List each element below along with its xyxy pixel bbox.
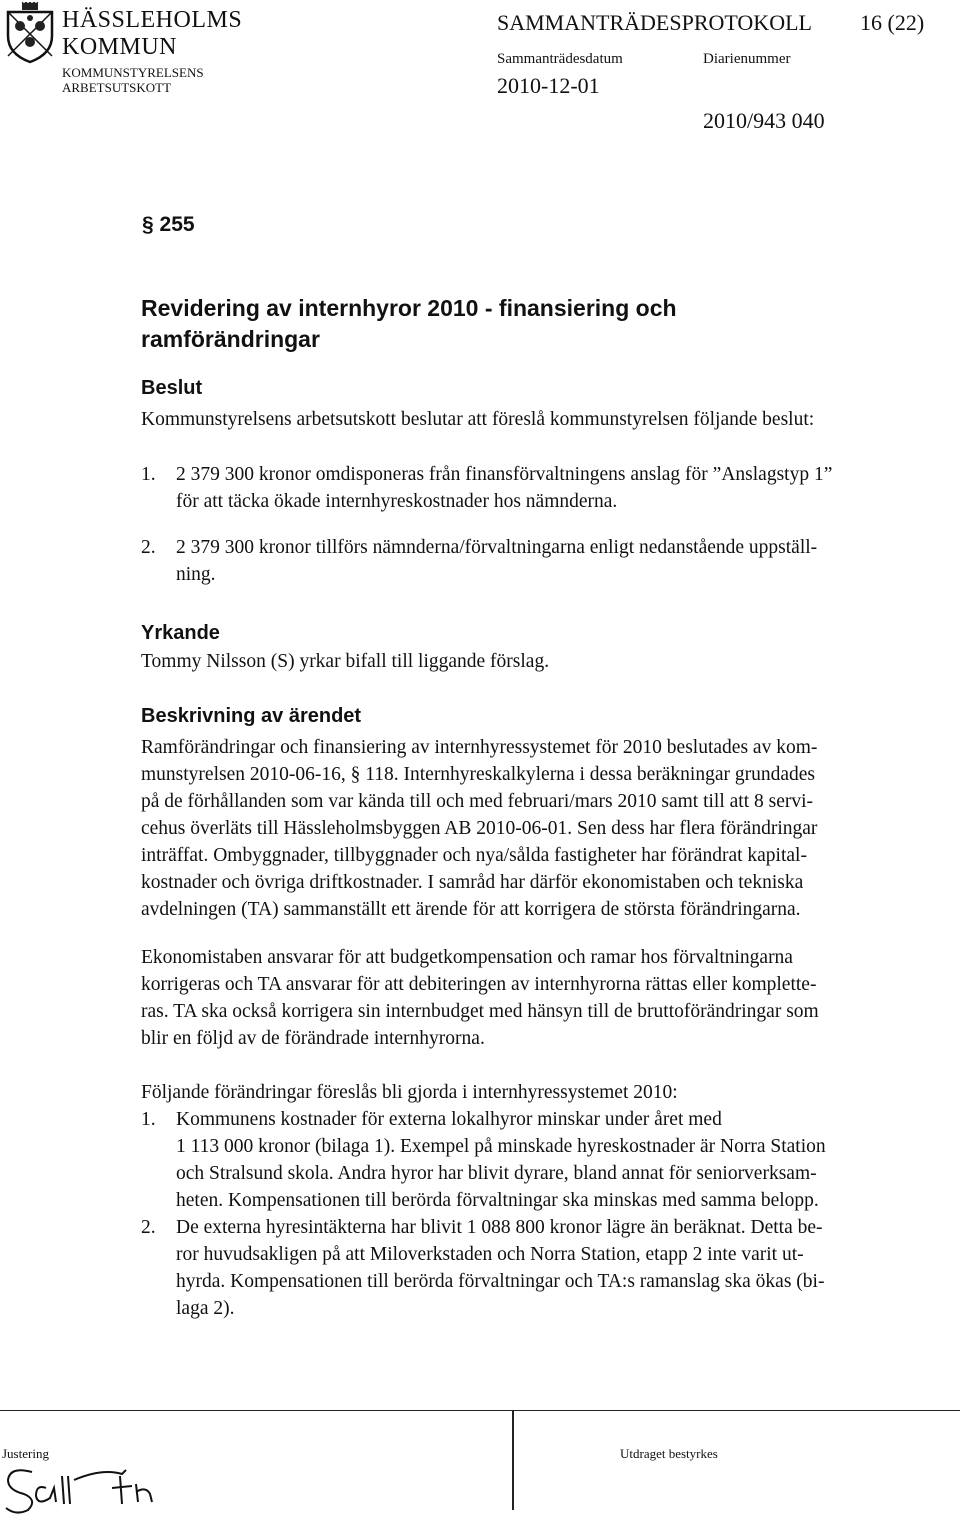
meeting-date-label: Sammanträdesdatum <box>497 51 623 67</box>
list-item-line: 2 379 300 kronor omdisponeras från finansförvaltningens anslag för ”Anslagstyp 1” <box>176 464 833 485</box>
justering-label: Justering <box>2 1446 49 1461</box>
org-name-line2: KOMMUN <box>62 34 178 60</box>
diarie-label: Diarienummer <box>703 51 791 67</box>
yrkande-heading: Yrkande <box>141 622 220 644</box>
list-item-number: 1. <box>141 464 156 485</box>
beskrivning-paragraph-3: Följande förändringar föreslås bli gjorda i internhyressystemet 2010: <box>141 1082 678 1103</box>
section-title: Revidering av internhyror 2010 - finansiering och ramförändringar <box>141 295 677 352</box>
meeting-date-value: 2010-12-01 <box>497 73 600 98</box>
org-unit-line2: ARBETSUTSKOTT <box>62 80 172 95</box>
yrkande-text: Tommy Nilsson (S) yrkar bifall till liggande förslag. <box>141 651 550 672</box>
changes-list <box>141 1106 941 1322</box>
beskrivning-paragraph-2 <box>141 944 941 1052</box>
list-item-line: 1 113 000 kronor (bilaga 1). Exempel på minskade hyreskostnader är Norra Station <box>176 1136 826 1157</box>
text-line: avdelningen (TA) sammanställt ett ärende för att korrigera de största förändringarna. <box>141 899 801 920</box>
text-line: munstyrelsen 2010-06-16, § 118. Internhyreskalkylerna i dessa beräkningar grundades <box>141 764 816 785</box>
list-item <box>141 461 941 515</box>
text-line: på de förhållanden som var kända till och med februari/mars 2010 samt till att 8 servi- <box>141 791 814 812</box>
diarie-value: 2010/943 040 <box>703 108 825 133</box>
text-line: Ekonomistaben ansvarar för att budgetkompensation och ramar hos förvaltningarna <box>141 947 793 968</box>
text-line: korrigeras och TA ansvarar för att debiteringen av internhyrorna rättas eller komplette- <box>141 974 817 995</box>
footer-vertical-divider <box>512 1410 514 1510</box>
beskrivning-heading: Beskrivning av ärendet <box>141 705 362 727</box>
document-type: SAMMANTRÄDESPROTOKOLL <box>497 10 812 35</box>
beskrivning-paragraph-1 <box>141 734 941 923</box>
list-item-line: för att täcka ökade internhyreskostnader hos nämnderna. <box>176 491 618 512</box>
list-item-number: 1. <box>141 1109 156 1130</box>
list-item-line: hyrda. Kompensationen till berörda förvaltningar och TA:s ramanslag ska ökas (bi- <box>176 1271 825 1292</box>
paragraph-number: § 255 <box>142 213 195 236</box>
text-line: kostnader och övriga driftkostnader. I samråd har därför ekonomistaben och tekniska <box>141 872 804 893</box>
list-item <box>141 534 941 588</box>
list-item-number: 2. <box>141 537 156 558</box>
list-item-number: 2. <box>141 1217 156 1238</box>
text-line: cehus överläts till Hässleholmsbyggen AB 2010-06-01. Sen dess har flera förändringar <box>141 818 818 839</box>
utdraget-label: Utdraget bestyrkes <box>620 1446 718 1461</box>
list-item <box>141 1106 941 1214</box>
list-item-line: ning. <box>176 564 216 585</box>
footer-divider <box>0 1410 960 1411</box>
org-name-line1: HÄSSLEHOLMS <box>62 7 243 33</box>
list-item-line: och Stralsund skola. Andra hyror har blivit dyrare, bland annat för seniorverksam- <box>176 1163 817 1184</box>
list-item-line: 2 379 300 kronor tillförs nämnderna/förvaltningarna enligt nedanstående uppställ- <box>176 537 818 558</box>
list-item <box>141 1214 941 1322</box>
handwritten-signature <box>2 1458 212 1518</box>
text-line: inträffat. Ombyggnader, tillbyggnader och nya/sålda fastigheter har förändrat kapital- <box>141 845 807 866</box>
beslut-intro: Kommunstyrelsens arbetsutskott beslutar att föreslå kommunstyrelsen följande beslut: <box>141 409 815 430</box>
list-item-line: heten. Kompensationen till berörda förvaltningar ska minskas med samma belopp. <box>176 1190 819 1211</box>
list-item-line: laga 2). <box>176 1298 235 1319</box>
org-unit-line1: KOMMUNSTYRELSENS <box>62 65 204 80</box>
page-number: 16 (22) <box>860 10 925 35</box>
municipal-crest-icon <box>2 2 58 64</box>
text-line: ras. TA ska också korrigera sin internbudget med hänsyn till de bruttoförändringar som <box>141 1001 819 1022</box>
list-item-line: De externa hyresintäkterna har blivit 1 088 800 kronor lägre än beräknat. Detta be- <box>176 1217 823 1238</box>
text-line: Ramförändringar och finansiering av internhyressystemet för 2010 beslutades av kom- <box>141 737 818 758</box>
beslut-list <box>141 461 941 588</box>
list-item-line: Kommunens kostnader för externa lokalhyror minskar under året med <box>176 1109 722 1130</box>
list-item-line: ror huvudsakligen på att Miloverkstaden och Norra Station, etapp 2 inte varit ut- <box>176 1244 804 1265</box>
beslut-heading: Beslut <box>141 377 203 399</box>
text-line: blir en följd av de förändrade internhyrorna. <box>141 1028 485 1049</box>
